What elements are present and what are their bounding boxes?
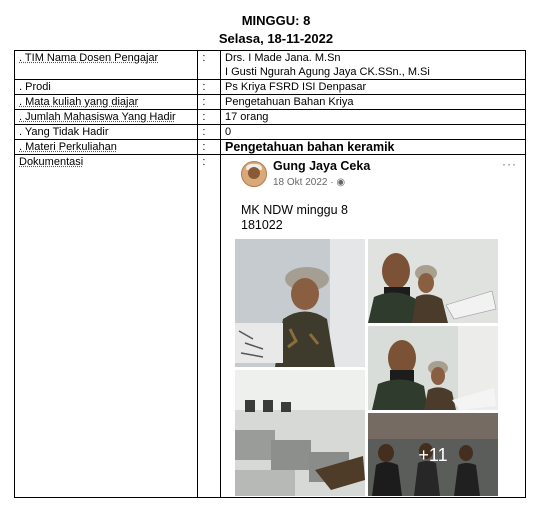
value-material: Pengetahuan bahan keramik (221, 140, 526, 155)
row-label-team: . TIM Nama Dosen Pengajar (19, 52, 159, 64)
row-label-absent: . Yang Tidak Hadir (19, 126, 109, 138)
row-label-documentation: Dokumentasi (19, 156, 84, 168)
row-label-attendance: . Jumlah Mahasiswa Yang Hadir (19, 111, 176, 123)
colon: : (198, 155, 221, 498)
table-row (15, 80, 526, 95)
week-heading: MINGGU: 8 (241, 13, 311, 28)
row-label-course: . Mata kuliah yang diajar (19, 96, 139, 108)
lecturer-2: I Gusti Ngurah Agung Jaya CK.SSn., M.Si (225, 66, 430, 78)
colon: : (198, 110, 221, 125)
value-prodi: Ps Kriya FSRD ISI Denpasar (221, 80, 526, 95)
avatar[interactable] (241, 161, 267, 187)
post-text (241, 203, 348, 233)
lecturer-1: Drs. I Made Jana. M.Sn (225, 52, 341, 64)
table-row (15, 140, 526, 155)
post-text-line: MK NDW minggu 8 (241, 203, 348, 217)
post-photo[interactable] (368, 413, 498, 496)
colon: : (198, 140, 221, 155)
post-text-line: 181022 (241, 218, 283, 232)
post-date[interactable]: 18 Okt 2022 · (273, 177, 337, 188)
colon: : (198, 51, 221, 80)
table-row (15, 110, 526, 125)
table-row (15, 155, 526, 498)
post-author[interactable]: Gung Jaya Ceka (273, 159, 371, 173)
facebook-post (235, 157, 525, 495)
table-row (15, 125, 526, 140)
date-heading: Selasa, 18-11-2022 (218, 31, 334, 46)
more-options-icon[interactable]: ··· (502, 157, 517, 171)
table-row (15, 51, 526, 80)
globe-icon: ◉ (336, 177, 346, 188)
post-photo[interactable] (235, 239, 365, 367)
more-photos-count[interactable]: +11 (368, 413, 498, 496)
table-row (15, 95, 526, 110)
colon: : (198, 80, 221, 95)
post-photo[interactable] (368, 326, 498, 410)
post-photo[interactable] (368, 239, 498, 323)
value-absent: 0 (221, 125, 526, 140)
report-table (14, 50, 526, 498)
row-label-material: . Materi Perkuliahan (19, 141, 117, 153)
colon: : (198, 125, 221, 140)
post-photo[interactable] (235, 370, 365, 496)
value-attendance: 17 orang (221, 110, 526, 125)
row-label-prodi: . Prodi (19, 81, 51, 93)
colon: : (198, 95, 221, 110)
value-course: Pengetahuan Bahan Kriya (221, 95, 526, 110)
